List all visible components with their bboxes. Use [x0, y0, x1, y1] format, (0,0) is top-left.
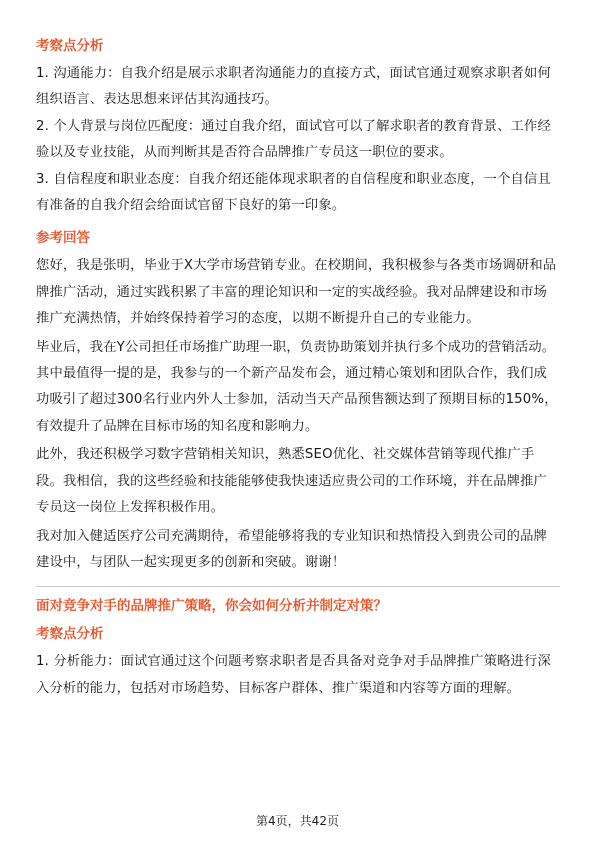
answer-paragraph: 您好，我是张明，毕业于X大学市场营销专业。在校期间，我积极参与各类市场调研和品牌推广活动，通过实践积累了丰富的理论知识和一定的实战经验。我对品牌建设和市场推广充满热情，并始终保持着学习的态度，以期不断提升自己的专业能力。 — [36, 258, 557, 327]
analysis-item: 2. 个人背景与岗位匹配度：通过自我介绍，面试官可以了解求职者的教育背景、工作经验以及专业技能，从而判断其是否符合品牌推广专员这一职位的要求。 — [36, 118, 551, 161]
page-number: 第4页，共42页 — [256, 814, 339, 828]
answer-paragraph: 此外，我还积极学习数字营销相关知识，熟悉SEO优化、社交媒体营销等现代推广手段。我相信，我的这些经验和技能能够使我快速适应贵公司的工作环境，并在品牌推广专员这一岗位上发挥积极作用。 — [36, 447, 547, 516]
document-page — [36, 36, 560, 702]
section-reference-answer — [36, 228, 560, 576]
section-analysis — [36, 36, 560, 219]
answer-paragraph: 我对加入健适医疗公司充满期待，希望能够将我的专业知识和热情投入到贵公司的品牌建设中，与团队一起实现更多的创新和突破。谢谢！ — [36, 528, 547, 570]
answer-paragraph: 毕业后，我在Y公司担任市场推广助理一职，负责协助策划并执行多个成功的营销活动。其中最值得一提的是，我参与的一个新产品发布会，通过精心策划和团队合作，我们成功吸引了超过300名行业内外人士参加，活动当天产品预售额达到了预期目标的150%，有效提升了品牌在目标市场的知名度和影响力。 — [36, 339, 558, 434]
analysis-item: 1. 分析能力：面试官通过这个问题考察求职者是否具备对竞争对手品牌推广策略进行深入分析的能力，包括对市场趋势、目标客户群体、推广渠道和内容等方面的理解。 — [36, 654, 551, 696]
section-title-answer: 参考回答 — [36, 230, 90, 247]
question-title: 面对竞争对手的品牌推广策略，你会如何分析并制定对策？ — [36, 598, 387, 615]
analysis-item: 1. 沟通能力：自我介绍是展示求职者沟通能力的直接方式，面试官通过观察求职者如何组织语言、表达思想来评估其沟通技巧。 — [36, 66, 551, 108]
clipped-header-text — [40, 0, 160, 6]
analysis-item: 3. 自信程度和职业态度：自我介绍还能体现求职者的自信程度和职业态度，一个自信且有准备的自我介绍会给面试官留下良好的第一印象。 — [36, 171, 551, 214]
section-title-analysis: 考察点分析 — [36, 38, 104, 54]
question-block — [36, 586, 560, 702]
section-title-analysis: 考察点分析 — [36, 626, 104, 643]
